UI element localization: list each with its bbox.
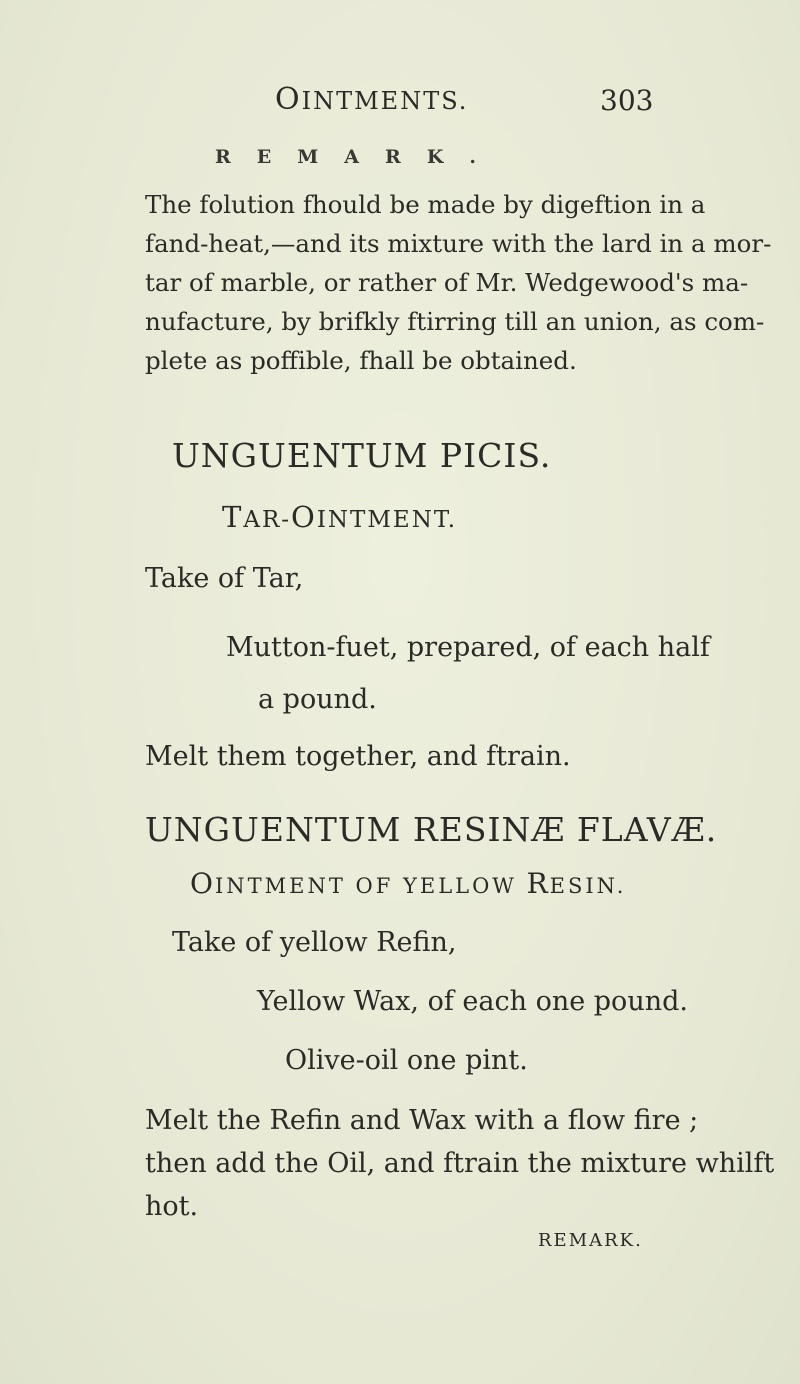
- paragraph-line: hot.: [145, 1191, 199, 1222]
- catchword: REMARK.: [538, 1230, 643, 1251]
- paragraph-line: then add the Oil, and ftrain the mixture whilft: [145, 1148, 775, 1179]
- recipe-line: Yellow Wax, of each one pound.: [257, 986, 688, 1017]
- remark-paragraph: [145, 185, 772, 380]
- paragraph-line: plete as poffible, fhall be obtained.: [145, 346, 577, 375]
- method-paragraph: [145, 1099, 775, 1228]
- section-subtitle-tar-ointment: TAR-OINTMENT.: [222, 500, 458, 534]
- recipe-line: Olive-oil one pint.: [285, 1045, 528, 1076]
- paragraph-line: nufacture, by brifkly ftirring till an union, as com-: [145, 307, 765, 336]
- section-title-picis: UNGUENTUM PICIS.: [172, 436, 552, 475]
- remark-heading: REMARK.: [215, 146, 502, 168]
- paragraph-line: The folution fhould be made by digeftion in a: [145, 190, 706, 219]
- section-subtitle-yellow-resin: OINTMENT OF YELLOW RESIN.: [190, 867, 627, 900]
- recipe-line: Melt them together, and ftrain.: [145, 741, 571, 772]
- recipe-line: Mutton-fuet, prepared, of each half: [226, 632, 710, 663]
- section-title-resinae: UNGUENTUM RESINÆ FLAVÆ.: [145, 810, 718, 849]
- page-number: 303: [600, 84, 654, 117]
- paragraph-line: tar of marble, or rather of Mr. Wedgewood's ma-: [145, 268, 749, 297]
- paragraph-line: Melt the Refin and Wax with a flow fire ;: [145, 1105, 699, 1136]
- recipe-line: Take of Tar,: [145, 563, 304, 594]
- running-title: OINTMENTS.: [275, 82, 469, 117]
- recipe-line: Take of yellow Refin,: [172, 927, 457, 958]
- recipe-line: a pound.: [258, 684, 377, 715]
- paragraph-line: fand-heat,—and its mixture with the lard in a mor-: [145, 229, 772, 258]
